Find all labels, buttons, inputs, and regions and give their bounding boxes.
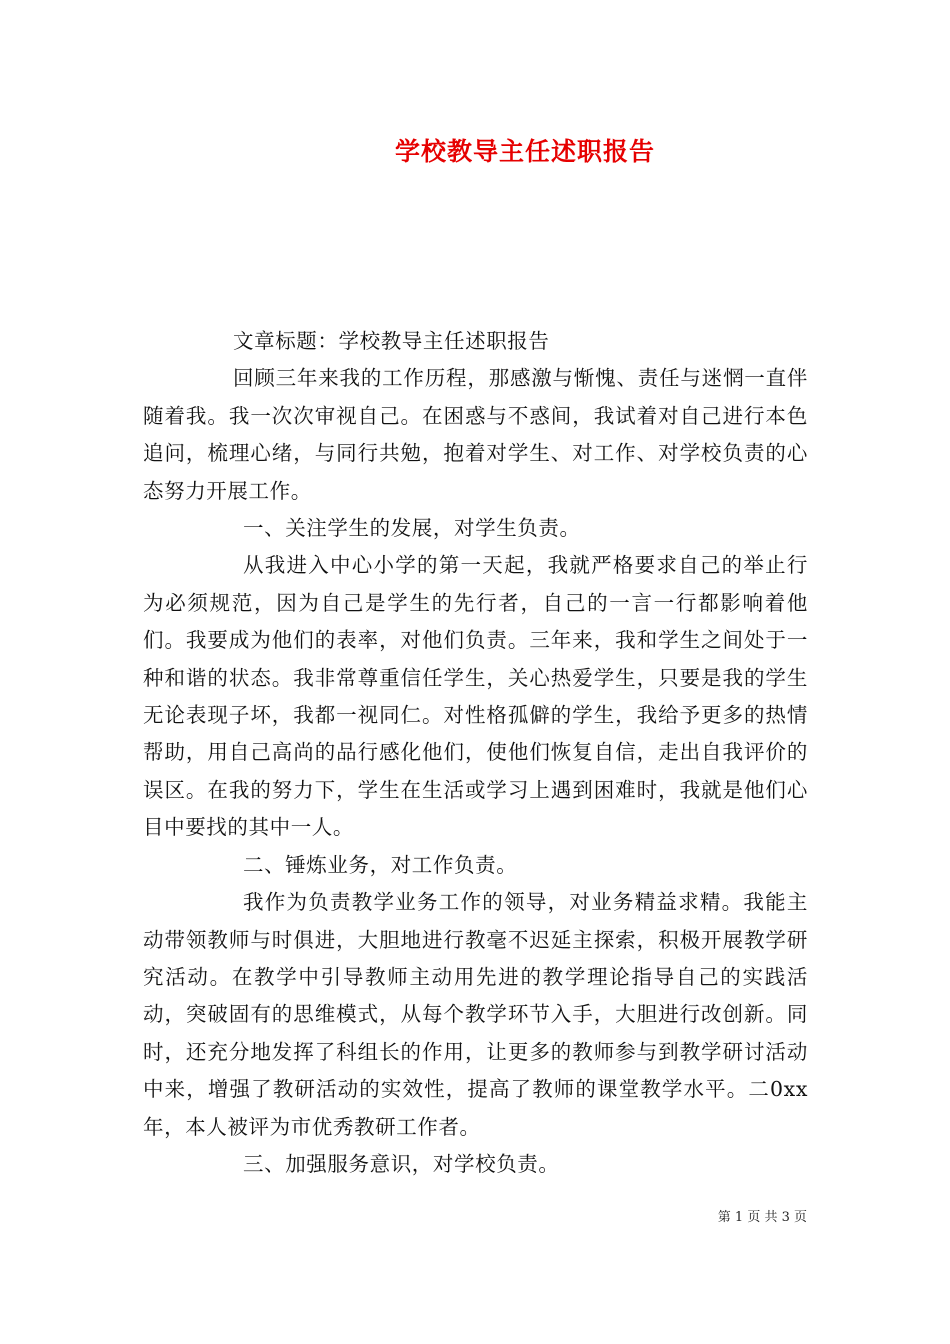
section-heading: 二、锤炼业务，对工作负责。 — [243, 852, 518, 877]
body-paragraph: 回顾三年来我的工作历程，那感激与惭愧、责任与迷惘一直伴随着我。我一次次审视自己。在困惑与不惑间，我试着对自己进行本色追问，梳理心绪，与同行共勉，抱着对学生、对工作、对学校负责的心态努力开展工作。 — [143, 366, 808, 503]
article-title-line: 文章标题：学校教导主任述职报告 — [233, 329, 550, 353]
section-heading: 一、关注学生的发展，对学生负责。 — [243, 516, 581, 541]
page-number: 第 1 页 共 3 页 — [717, 1210, 807, 1225]
body-paragraph: 从我进入中心小学的第一天起，我就严格要求自己的举止行为必须规范，因为自己是学生的先行者，自己的一言一行都影响着他们。我要成为他们的表率，对他们负责。三年来，我和学生之间处于一种和谐的状态。我非常尊重信任学生，关心热爱学生，只要是我的学生无论表现子坏，我都一视同仁。对性格孤僻的学生，我给予更多的热情帮助，用自己高尚的品行感化他们，使他们恢复自信，走出自我评价的误区。在我的努力下，学生在生活或学习上遇到困难时，我就是他们心目中要找的其中一人。 — [143, 553, 808, 840]
body-paragraph: 我作为负责教学业务工作的领导，对业务精益求精。我能主动带领教师与时俱进，大胆地进行教毫不迟延主探索，积极开展教学研究活动。在教学中引导教师主动用先进的教学理论指导自己的实践活动，突破固有的思维模式，从每个教学环节入手，大胆进行改创新。同时，还充分地发挥了科组长的作用，让更多的教师参与到教学研讨活动中来，增强了教研活动的实效性，提高了教师的课堂教学水平。二0xx年，本人被评为市优秀教研工作者。 — [143, 890, 808, 1139]
section-heading: 三、加强服务意识，对学校负责。 — [243, 1151, 560, 1176]
document-title: 学校教导主任述职报告 — [394, 137, 655, 166]
document-body — [143, 323, 808, 1183]
